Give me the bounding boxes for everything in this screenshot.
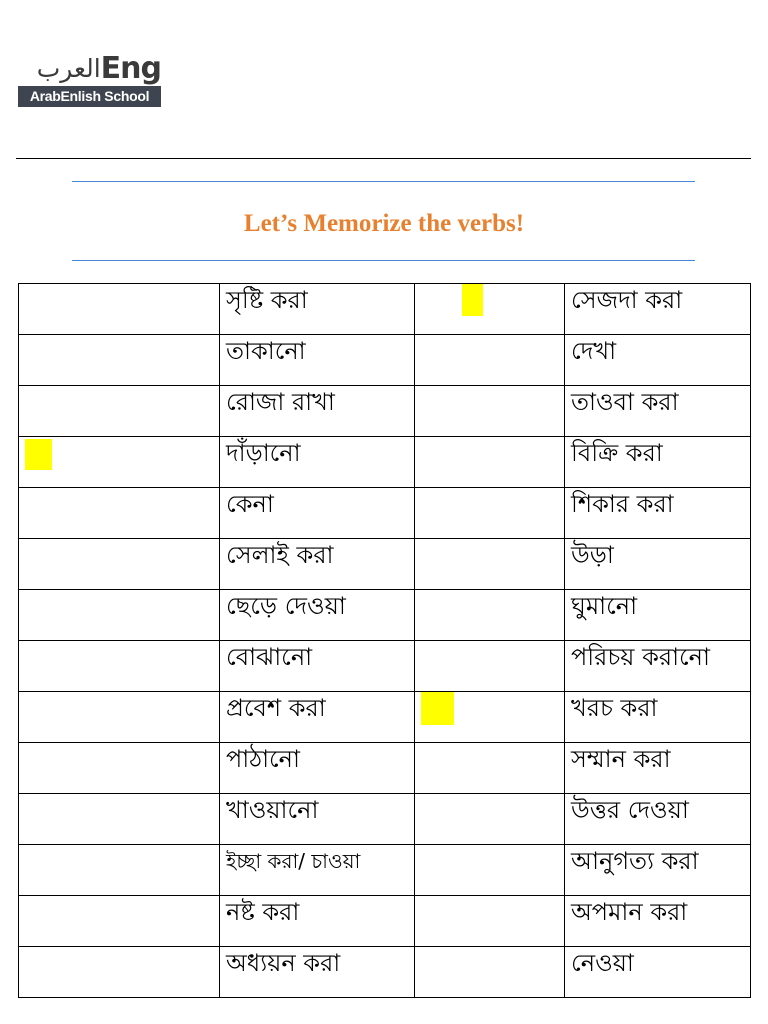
header-divider <box>16 158 751 159</box>
verb-cell-left: তাকানো <box>220 335 415 386</box>
verb-cell-right: নেওয়া <box>565 947 751 998</box>
answer-cell-left[interactable] <box>19 386 220 437</box>
table-row <box>19 947 751 998</box>
verb-cell-right: উত্তর দেওয়া <box>565 794 751 845</box>
table-row <box>19 794 751 845</box>
table-row <box>19 896 751 947</box>
verb-cell-left: বোঝানো <box>220 641 415 692</box>
verb-cell-left: কেনা <box>220 488 415 539</box>
verb-cell-right: সম্মান করা <box>565 743 751 794</box>
verb-cell-right: আনুগত্য করা <box>565 845 751 896</box>
school-logo <box>18 50 161 107</box>
verb-cell-right: উড়া <box>565 539 751 590</box>
answer-cell-right[interactable] <box>415 386 565 437</box>
answer-cell-right[interactable] <box>415 539 565 590</box>
verb-cell-left: প্রবেশ করা <box>220 692 415 743</box>
verb-cell-right: পরিচয় করানো <box>565 641 751 692</box>
answer-cell-left[interactable] <box>19 641 220 692</box>
table-row <box>19 437 751 488</box>
answer-cell-right[interactable] <box>415 641 565 692</box>
verb-cell-right: বিক্রি করা <box>565 437 751 488</box>
answer-cell-right[interactable] <box>415 692 565 743</box>
table-row <box>19 845 751 896</box>
verb-cell-left: ইচ্ছা করা/ চাওয়া <box>220 845 415 896</box>
table-row <box>19 284 751 335</box>
table-row <box>19 590 751 641</box>
table-row <box>19 743 751 794</box>
highlight-mark <box>421 692 454 725</box>
verb-cell-right: অপমান করা <box>565 896 751 947</box>
answer-cell-left[interactable] <box>19 284 220 335</box>
answer-cell-left[interactable] <box>19 335 220 386</box>
highlight-mark <box>25 439 52 470</box>
verbs-table <box>18 283 751 998</box>
page-title: Let’s Memorize the verbs! <box>243 210 525 237</box>
answer-cell-right[interactable] <box>415 284 565 335</box>
answer-cell-right[interactable] <box>415 896 565 947</box>
logo-wordmark <box>18 50 161 84</box>
verb-cell-right: শিকার করা <box>565 488 751 539</box>
answer-cell-left[interactable] <box>19 692 220 743</box>
answer-cell-right[interactable] <box>415 437 565 488</box>
answer-cell-left[interactable] <box>19 437 220 488</box>
logo-school-name: ArabEnlish School <box>18 86 161 107</box>
table-row <box>19 692 751 743</box>
answer-cell-left[interactable] <box>19 794 220 845</box>
answer-cell-left[interactable] <box>19 947 220 998</box>
answer-cell-right[interactable] <box>415 794 565 845</box>
answer-cell-right[interactable] <box>415 590 565 641</box>
table-row <box>19 539 751 590</box>
verb-cell-left: সৃষ্টি করা <box>220 284 415 335</box>
answer-cell-left[interactable] <box>19 590 220 641</box>
verb-cell-left: ছেড়ে দেওয়া <box>220 590 415 641</box>
verb-cell-left: পাঠানো <box>220 743 415 794</box>
verb-cell-left: দাঁড়ানো <box>220 437 415 488</box>
answer-cell-right[interactable] <box>415 335 565 386</box>
verb-cell-left: সেলাই করা <box>220 539 415 590</box>
verb-cell-right: দেখা <box>565 335 751 386</box>
verb-cell-left: অধ্যয়ন করা <box>220 947 415 998</box>
table-row <box>19 386 751 437</box>
verb-cell-right: তাওবা করা <box>565 386 751 437</box>
answer-cell-left[interactable] <box>19 488 220 539</box>
answer-cell-right[interactable] <box>415 845 565 896</box>
highlight-mark <box>462 284 483 316</box>
answer-cell-right[interactable] <box>415 947 565 998</box>
table-row <box>19 488 751 539</box>
answer-cell-left[interactable] <box>19 845 220 896</box>
verb-cell-left: রোজা রাখা <box>220 386 415 437</box>
table-row <box>19 641 751 692</box>
answer-cell-left[interactable] <box>19 896 220 947</box>
title-rule-top <box>72 181 695 182</box>
answer-cell-right[interactable] <box>415 743 565 794</box>
verb-cell-left: খাওয়ানো <box>220 794 415 845</box>
answer-cell-left[interactable] <box>19 539 220 590</box>
table-row <box>19 335 751 386</box>
logo-english-text: Eng <box>100 51 161 86</box>
verb-cell-right: ঘুমানো <box>565 590 751 641</box>
answer-cell-right[interactable] <box>415 488 565 539</box>
verb-cell-right: সেজদা করা <box>565 284 751 335</box>
verb-cell-right: খরচ করা <box>565 692 751 743</box>
answer-cell-left[interactable] <box>19 743 220 794</box>
logo-arabic-text: العرب <box>36 54 101 83</box>
verb-cell-left: নষ্ট করা <box>220 896 415 947</box>
title-rule-bottom <box>72 260 695 261</box>
